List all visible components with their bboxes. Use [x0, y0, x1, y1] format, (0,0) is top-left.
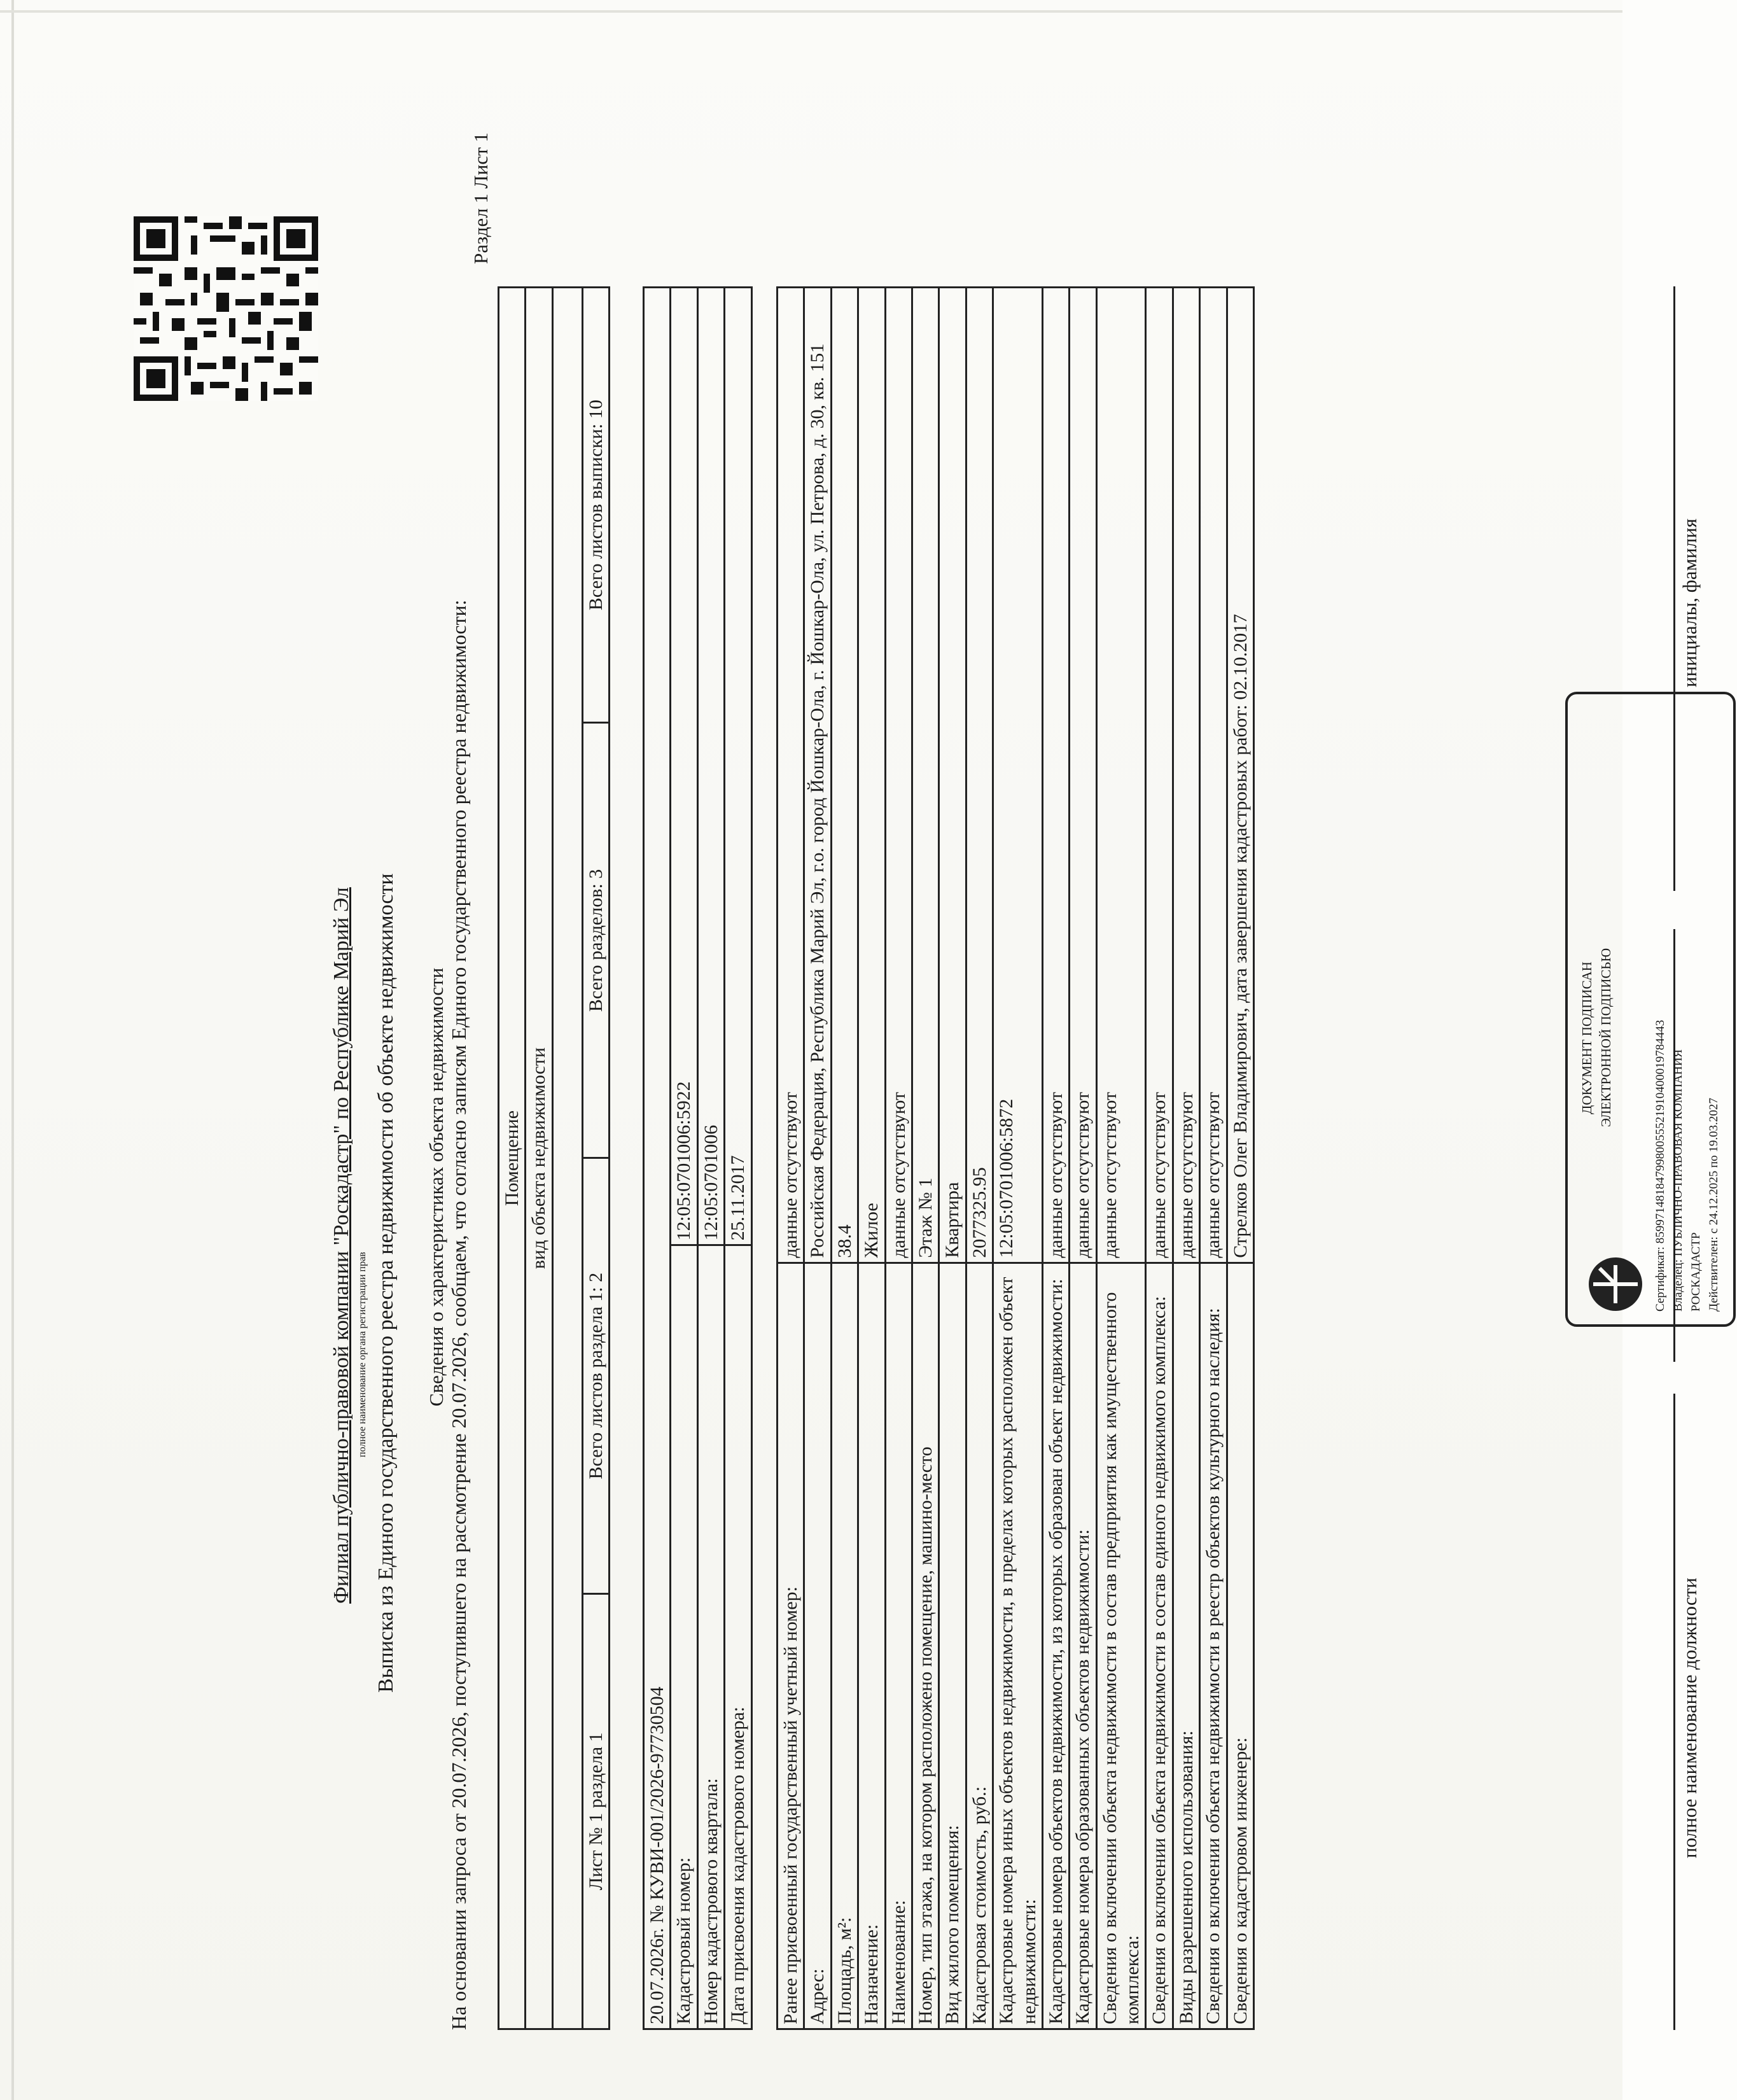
sections-total: Всего разделов: 3	[582, 723, 609, 1158]
row-value: данные отсутствуют	[1096, 288, 1146, 1263]
row-label: Номер кадастрового квартала:	[697, 1245, 724, 2029]
position-caption: полное наименование должности	[1678, 1578, 1701, 1858]
row-value: данные отсутствуют	[885, 288, 912, 1263]
detail-row	[1096, 288, 1146, 2029]
detail-row	[966, 288, 993, 2029]
sheets-total: Всего листов выписки: 10	[582, 288, 609, 723]
identity-table	[643, 286, 753, 2030]
row-value: Этаж № 1	[912, 288, 938, 1263]
detail-row	[1070, 288, 1096, 2029]
document-number: 20.07.2026г. № КУВИ-001/2026-97730504	[644, 288, 671, 2029]
object-type-value: Помещение	[499, 288, 526, 2029]
row-value: данные отсутствуют	[1070, 288, 1096, 1263]
object-type-caption: вид объекта недвижимости	[526, 288, 552, 2029]
roskadastr-logo-icon	[1587, 1256, 1644, 1313]
detail-row	[939, 288, 966, 2029]
stamp-certificate: Сертификат: 8599714818479980055521910400019784443	[1654, 1019, 1667, 1312]
section-label: Раздел 1 Лист 1	[470, 132, 492, 264]
row-label: Кадастровый номер:	[671, 1245, 697, 2029]
detail-row	[1200, 288, 1227, 2029]
detail-row	[1042, 288, 1069, 2029]
row-label: Виды разрешенного использования:	[1173, 1263, 1199, 2029]
row-value: данные отсутствуют	[778, 288, 804, 1263]
stamp-owner-2: РОСКАДАСТР	[1689, 1232, 1703, 1312]
row-value: данные отсутствуют	[1173, 288, 1199, 1263]
row-label: Сведения о включении объекта недвижимости в состав предприятия как имущественного комплекса:	[1096, 1263, 1146, 2029]
row-value: 12:05:0701006:5922	[671, 288, 697, 1245]
stamp-line1: ДОКУМЕНТ ПОДПИСАН	[1579, 962, 1594, 1114]
row-value: данные отсутствуют	[1200, 288, 1227, 1263]
basis-line: На основании запроса от 20.07.2026, поступившего на рассмотрение 20.07.2026, сообщаем, что согласно записям Единого государственного реестра недвижимости:	[447, 599, 470, 2030]
row-label: Кадастровые номера иных объектов недвижимости, в пределах которых расположен объект недвижимости:	[993, 1263, 1043, 2029]
detail-row	[1173, 288, 1199, 2029]
detail-row	[1227, 288, 1253, 2029]
row-value: Квартира	[939, 288, 966, 1263]
row-label: Кадастровые номера образованных объектов недвижимости:	[1070, 1263, 1096, 2029]
row-label: Сведения о включении объекта недвижимости в состав единого недвижимого комплекса:	[1146, 1263, 1173, 2029]
sheet-number: Лист № 1 раздела 1	[582, 1593, 609, 2029]
row-value: 38.4	[831, 288, 858, 1263]
details-table	[776, 286, 1255, 2030]
document-title: Выписка из Единого государственного реестра недвижимости об объекте недвижимости	[374, 873, 398, 1693]
object-type-table	[498, 286, 610, 2030]
row-label: Площадь, м²:	[831, 1263, 858, 2029]
row-value: Российская Федерация, Республика Марий Эл, г.о. город Йошкар-Ола, г. Йошкар-Ола, ул. Петрова, д. 30, кв. 151	[804, 288, 831, 1263]
row-label: Сведения о кадастровом инженере:	[1227, 1263, 1253, 2029]
e-signature-stamp	[1565, 692, 1736, 1327]
identity-row-0	[671, 288, 697, 2029]
row-value: 25.11.2017	[725, 288, 751, 1245]
row-value: данные отсутствуют	[1042, 288, 1069, 1263]
row-value: 12:05:0701006:5872	[993, 288, 1043, 1263]
row-label: Ранее присвоенный государственный учетный номер:	[778, 1263, 804, 2029]
detail-row	[912, 288, 938, 2029]
row-value: 12:05:0701006	[697, 288, 724, 1245]
organization-title: Филиал публично-правовой компании "Роскадастр" по Республике Марий Эл	[330, 887, 353, 1604]
row-label: Номер, тип этажа, на котором расположено помещение, машино-место	[912, 1263, 938, 2029]
stamp-valid: Действителен: с 24.12.2025 по 19.03.2027	[1707, 1098, 1720, 1312]
stamp-owner: Владелец: ПУБЛИЧНО-ПРАВОВАЯ КОМПАНИЯ	[1671, 1049, 1685, 1312]
row-label: Сведения о включении объекта недвижимости в реестр объектов культурного наследия:	[1200, 1263, 1227, 2029]
detail-row	[885, 288, 912, 2029]
identity-row-1	[697, 288, 724, 2029]
detail-row	[831, 288, 858, 2029]
row-label: Назначение:	[858, 1263, 885, 2029]
row-label: Кадастровые номера объектов недвижимости, из которых образован объект недвижимости:	[1042, 1263, 1069, 2029]
sheets-in-section: Всего листов раздела 1: 2	[582, 1158, 609, 1593]
document-subtitle: Сведения о характеристиках объекта недвижимости	[425, 967, 447, 1406]
scan-edge	[11, 0, 14, 2100]
row-value: Жилое	[858, 288, 885, 1263]
row-value: 2077325.95	[966, 288, 993, 1263]
rotated-sheet	[255, 76, 1737, 2049]
row-label: Кадастровая стоимость, руб.:	[966, 1263, 993, 2029]
detail-row	[993, 288, 1043, 2029]
detail-row	[804, 288, 831, 2029]
row-label: Вид жилого помещения:	[939, 1263, 966, 2029]
identity-row-2	[725, 288, 751, 2029]
name-caption: инициалы, фамилия	[1678, 518, 1701, 687]
stamp-line2: ЭЛЕКТРОННОЙ ПОДПИСЬЮ	[1598, 948, 1614, 1127]
row-value: Стрелков Олег Владимирович, дата завершения кадастровых работ: 02.10.2017	[1227, 288, 1253, 1263]
detail-row	[778, 288, 804, 2029]
organization-caption: полное наименование органа регистрации прав	[357, 1252, 368, 1457]
row-label: Адрес:	[804, 1263, 831, 2029]
scan-edge-top	[0, 10, 1622, 13]
detail-row	[1146, 288, 1173, 2029]
row-label: Дата присвоения кадастрового номера:	[725, 1245, 751, 2029]
row-value: данные отсутствуют	[1146, 288, 1173, 1263]
row-label: Наименование:	[885, 1263, 912, 2029]
detail-row	[858, 288, 885, 2029]
signature-line-position	[1673, 1394, 1675, 2030]
